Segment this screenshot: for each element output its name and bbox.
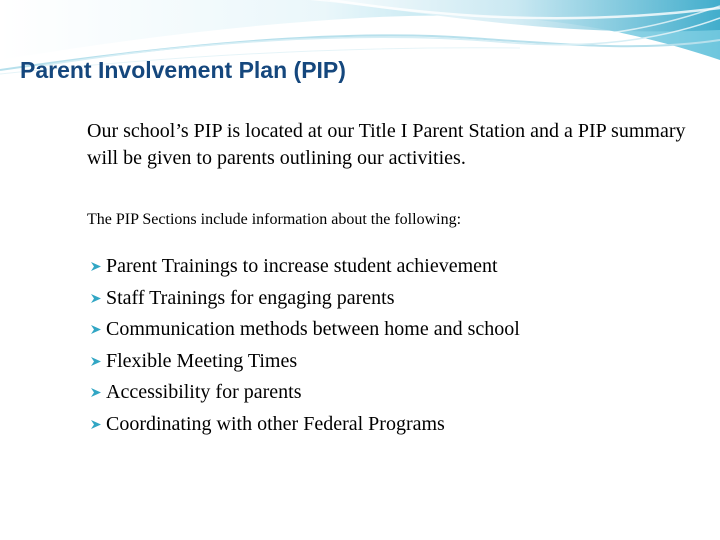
bullet-item (88, 348, 688, 374)
slide-title: Parent Involvement Plan (PIP) (20, 57, 346, 83)
bullet-item (88, 285, 688, 311)
bullet-text: Staff Trainings for engaging parents (106, 286, 395, 309)
bullet-item (88, 411, 688, 437)
arrow-bullet-icon (90, 419, 102, 430)
bullet-list (88, 253, 688, 442)
arrow-bullet-icon (90, 387, 102, 398)
arrow-bullet-icon (90, 261, 102, 272)
bullet-text: Flexible Meeting Times (106, 349, 298, 372)
bullet-text: Parent Trainings to increase student achievement (106, 255, 498, 277)
intro-paragraph: Our school’s PIP is located at our Title I Parent Station and a PIP summary will be given to parents outlining our activities. (87, 120, 686, 169)
arrow-bullet-icon (90, 324, 102, 335)
bullet-text: Coordinating with other Federal Programs (106, 412, 445, 435)
bullet-text: Accessibility for parents (106, 381, 302, 403)
bullet-text: Communication methods between home and school (106, 318, 520, 340)
bullet-item (88, 379, 688, 405)
header-wave-decoration (0, 0, 720, 100)
slide-content (87, 118, 687, 231)
sections-intro: The PIP Sections include information about the following: (87, 211, 462, 228)
arrow-bullet-icon (90, 293, 102, 304)
bullet-item (88, 253, 688, 279)
arrow-bullet-icon (90, 356, 102, 367)
bullet-item (88, 316, 688, 342)
